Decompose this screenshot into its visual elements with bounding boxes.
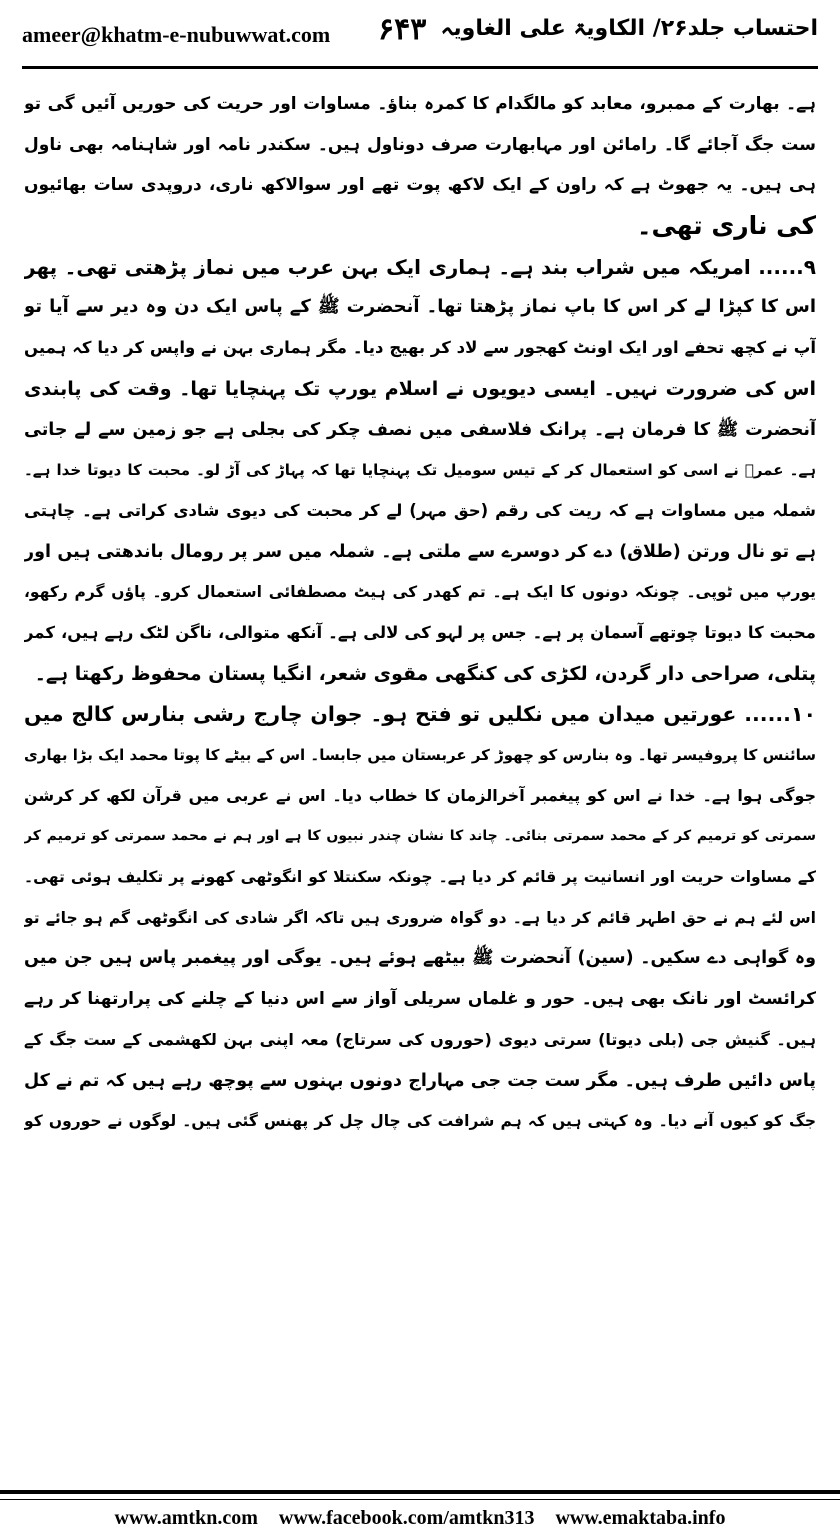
header-email: ameer@khatm-e-nubuwwat.com [22, 22, 331, 47]
book-title: احتساب جلد۲۶/ الکاویۃ علی الغاویہ [440, 16, 818, 41]
text-line: ۱۰...... عورتیں میدان میں نکلیں تو فتح ہو۔ جوان چارج رشی بنارس کالج میں [24, 702, 816, 727]
text-line: ہی ہیں۔ یہ جھوٹ ہے کہ راون کے ایک لاکھ پوت تھے اور سوالاکھ ناری، دروپدی سات بھائیوں [24, 175, 816, 196]
text-line: کی ناری تھی۔ [636, 211, 816, 241]
text-line: محبت کا دیوتا چوتھے آسمان پر ہے۔ جس پر لہو کی لالی ہے۔ آنکھ متوالی، ناگن لٹک رہے ہیں، کمر [24, 622, 816, 642]
text-line: یورپ میں ٹوپی۔ چونکہ دونوں کا ایک ہے۔ تم کھدر کی ہیٹ مصطفائی استعمال کرو۔ پاؤں گرم رکھو، [24, 583, 816, 602]
text-line: ہے۔ بھارت کے ممبرو، معابد کو مالگدام کا کمرہ بناؤ۔ مساوات اور حریت کی حوریں آئیں گی تو [24, 94, 816, 114]
text-line: ۹...... امریکہ میں شراب بند ہے۔ ہماری ایک بہن عرب میں نماز پڑھتی تھی۔ پھر [24, 254, 816, 279]
text-line: وہ گواہی دے سکیں۔ (سین) آنحضرت ﷺ بیٹھے ہوئے ہیں۔ یوگی اور پیغمبر پاس ہیں جن میں [24, 948, 816, 969]
footer-link-facebook[interactable]: www.facebook.com/amtkn313 [278, 1507, 535, 1529]
page-footer [0, 1507, 840, 1537]
page-header [0, 0, 840, 74]
text-line: ہیں۔ گنیش جی (بلی دیوتا) سرتی دیوی (حوروں کی سرتاج) معہ اپنی بہن لکھشمی کے ست جگ کے [24, 1029, 816, 1049]
footer-divider-thick [0, 1490, 840, 1494]
footer-divider-thin [0, 1499, 840, 1500]
footer-link-emaktaba[interactable]: www.emaktaba.info [555, 1507, 726, 1529]
text-line: آپ نے کچھ تحفے اور ایک اونٹ کھجور سے لاد کر بھیج دیا۔ مگر ہماری بہن نے واپس کر دیا کہ ہمیں [24, 338, 816, 358]
text-line: سمرتی کو ترمیم کر کے محمد سمرتی بنائی۔ چاند کا نشان چندر نبیوں کا ہے اور ہم نے محمد سمرتی کو ترمیم کر [24, 828, 816, 845]
text-line: ہے۔ عمرؓ نے اسی کو استعمال کر کے تیس سومیل تک پہنچایا تھا کہ پہاڑ کی آڑ لو۔ محبت کا دیوتا خدا ہے۔ [24, 461, 816, 480]
text-line: جوگی ہوا ہے۔ خدا نے اس کو پیغمبر آخرالزمان کا خطاب دیا۔ اس نے عربی میں قرآن لکھ کر کرشن [24, 785, 816, 805]
text-line: پاس دائیں طرف ہیں۔ مگر ست جت جی مہاراج دونوں بہنوں سے پوچھ رہے ہیں کہ تم نے کل [24, 1070, 816, 1091]
page-number: ۶۴۳ [378, 12, 427, 47]
text-line: ہے تو نال ورتن (طلاق) دے کر دوسرے سے ملتی ہے۔ شملہ میں سر پر رومال باندھتی ہیں اور [24, 541, 816, 562]
footer-link-amtkn[interactable]: www.amtkn.com [114, 1507, 258, 1529]
text-line: جگ کو کیوں آنے دیا۔ وہ کہتی ہیں کہ ہم شرافت کی چال چل کر پھنس گئی ہیں۔ لوگوں نے حوروں کو [24, 1112, 816, 1131]
text-line: اس کا کپڑا لے کر اس کا باپ نماز پڑھتا تھا۔ آنحضرت ﷺ کے پاس ایک دن وہ دیر سے آیا تو [24, 296, 816, 318]
text-line: کرائسٹ اور نانک بھی ہیں۔ حور و غلماں سریلی آواز سے اس دنیا کے چلنے کی پرارتھنا کر رہے [24, 989, 816, 1010]
text-line: کے مساوات حریت اور انسانیت پر قائم کر دیا ہے۔ چونکہ سکنتلا کو انگوٹھی کھونے پر تکلیف ہوئی تھی۔ [24, 868, 816, 887]
header-divider [22, 66, 818, 69]
text-line: ست جگ آجائے گا۔ رامائن اور مہابھارت صرف دوناول ہیں۔ سکندر نامہ اور شاہنامہ بھی ناول [24, 134, 816, 155]
text-line: شملہ میں مساوات ہے کہ ریت کی رقم (حق مہر) لے کر محبت کی دیوی شادی کراتی ہے۔ چاہتی [24, 500, 816, 520]
text-line: آنحضرت ﷺ کا فرمان ہے۔ پرانک فلاسفی میں نصف چکر کی بجلی ہے جو زمین سے لے جاتی [24, 419, 816, 440]
text-line: سائنس کا پروفیسر تھا۔ وہ بنارس کو چھوڑ کر عربستان میں جابسا۔ اس کے بیٹے کا پوتا محمد ایک بڑا بھاری [24, 746, 816, 764]
body-text [24, 84, 816, 1464]
text-line: اس کی ضرورت نہیں۔ ایسی دیویوں نے اسلام یورپ تک پہنچایا تھا۔ وقت کی پابندی [24, 377, 816, 400]
text-line: پتلی، صراحی دار گردن، لکڑی کی کنگھی مقوی شعر، انگیا پستان محفوظ رکھتا ہے۔ [34, 662, 816, 685]
text-line: اس لئے ہم نے حق اطہر قائم کر دیا ہے۔ دو گواہ ضروری ہیں تاکہ اگر شادی کی انگوٹھی گم ہو جائے تو [24, 908, 816, 927]
